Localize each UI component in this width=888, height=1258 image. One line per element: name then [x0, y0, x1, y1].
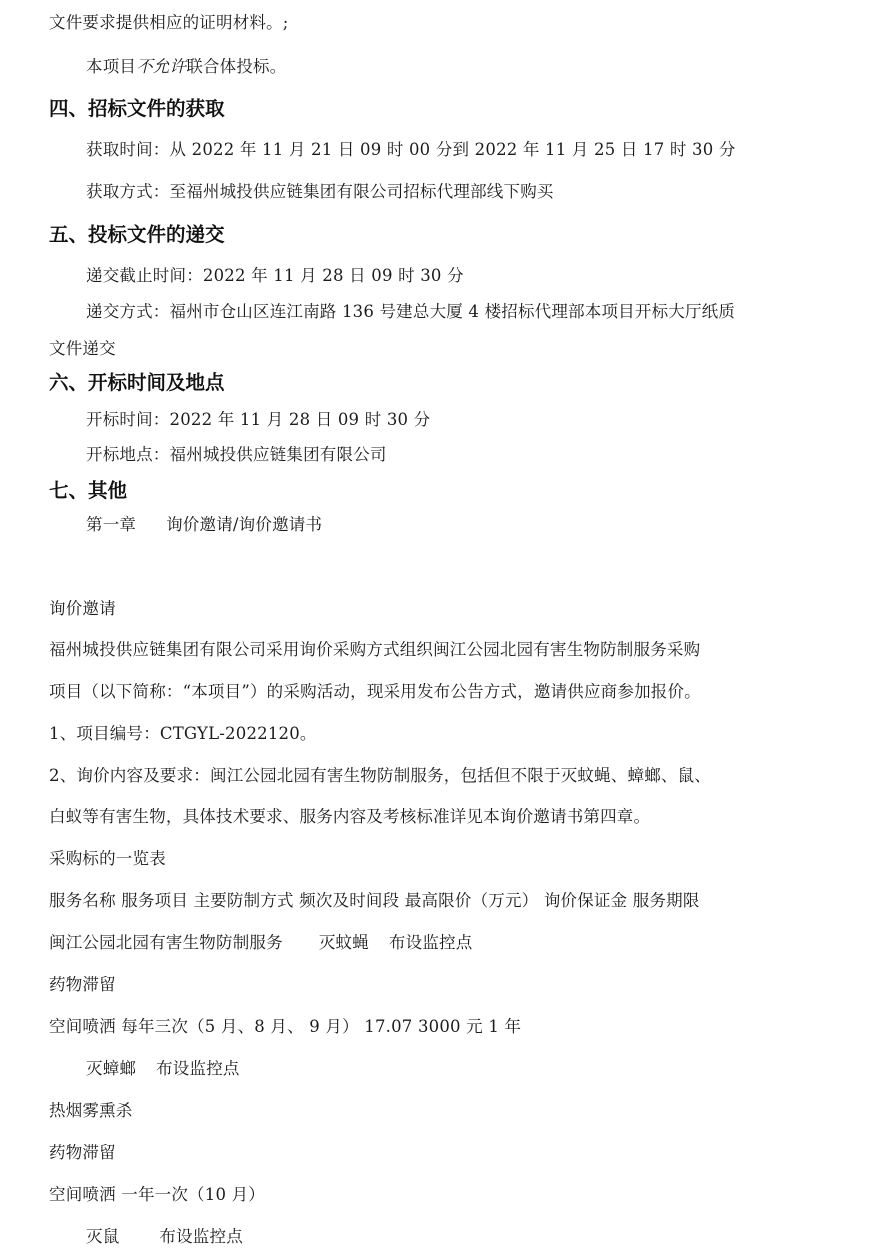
table-row-line: 空间喷洒 一年一次（10 月）	[49, 1185, 265, 1204]
body-text-line: 文件递交	[49, 339, 116, 358]
chapter-title: 询价邀请/询价邀请书	[166, 515, 323, 534]
text-span: 联合体投标。	[186, 57, 287, 76]
section-heading: 四、招标文件的获取	[49, 97, 225, 120]
table-cell: 布设监控点	[159, 1227, 243, 1246]
section-heading: 七、其他	[49, 479, 128, 502]
body-text-line: 开标时间：2022 年 11 月 28 日 09 时 30 分	[86, 410, 431, 429]
table-cell: 布设监控点	[388, 933, 473, 952]
table-cell: 灭蟑螂	[86, 1059, 137, 1078]
body-text-line	[86, 56, 286, 78]
emphasis-text: 不允许	[136, 57, 187, 76]
table-row-line	[49, 932, 472, 954]
table-header-line: 服务名称 服务项目 主要防制方式 频次及时间段 最高限价（万元） 询价保证金 服务期限	[49, 891, 700, 910]
table-row-line: 热烟雾熏杀	[49, 1101, 133, 1120]
body-text-line: 文件要求提供相应的证明材料。;	[49, 13, 289, 32]
table-cell: 闽江公园北园有害生物防制服务	[49, 933, 283, 952]
body-text-line: 获取方式：至福州城投供应链集团有限公司招标代理部线下购买	[86, 182, 554, 201]
body-text-line: 2、询价内容及要求：闽江公园北园有害生物防制服务，包括但不限于灭蚊蝇、蟑螂、鼠、	[49, 766, 711, 785]
body-text-line: 开标地点：福州城投供应链集团有限公司	[86, 445, 387, 464]
body-text-line	[86, 514, 322, 536]
text-span: 本项目	[86, 57, 137, 76]
table-row-line: 药物滞留	[49, 975, 116, 994]
body-text-line: 采购标的一览表	[49, 849, 166, 868]
body-text-line: 1、项目编号：CTGYL-2022120。	[49, 724, 317, 743]
body-text-line: 获取时间：从 2022 年 11 月 21 日 09 时 00 分到 2022 年 11 月 25 日 17 时 30 分	[86, 140, 736, 159]
table-row-line	[86, 1226, 243, 1248]
body-text-line: 白蚁等有害生物，具体技术要求、服务内容及考核标准详见本询价邀请书第四章。	[49, 807, 651, 826]
body-text-line: 递交截止时间：2022 年 11 月 28 日 09 时 30 分	[86, 266, 464, 285]
table-row-line: 药物滞留	[49, 1143, 116, 1162]
body-text-line: 福州城投供应链集团有限公司采用询价采购方式组织闽江公园北园有害生物防制服务采购	[49, 640, 701, 659]
section-heading: 五、投标文件的递交	[49, 223, 225, 246]
body-text-line: 项目（以下简称：“本项目”）的采购活动，现采用发布公告方式，邀请供应商参加报价。	[49, 682, 701, 701]
table-row-line	[86, 1058, 240, 1080]
chapter-number: 第一章	[86, 515, 137, 534]
section-heading: 六、开标时间及地点	[49, 371, 225, 394]
table-cell: 灭蚊蝇	[318, 933, 369, 952]
body-text-line: 询价邀请	[49, 599, 116, 618]
table-row-line: 空间喷洒 每年三次（5 月、8 月、 9 月） 17.07 3000 元 1 年	[49, 1017, 522, 1036]
table-cell: 布设监控点	[156, 1059, 240, 1078]
table-cell: 灭鼠	[86, 1227, 120, 1246]
body-text-line: 递交方式：福州市仓山区连江南路 136 号建总大厦 4 楼招标代理部本项目开标大厅纸质	[86, 302, 736, 321]
